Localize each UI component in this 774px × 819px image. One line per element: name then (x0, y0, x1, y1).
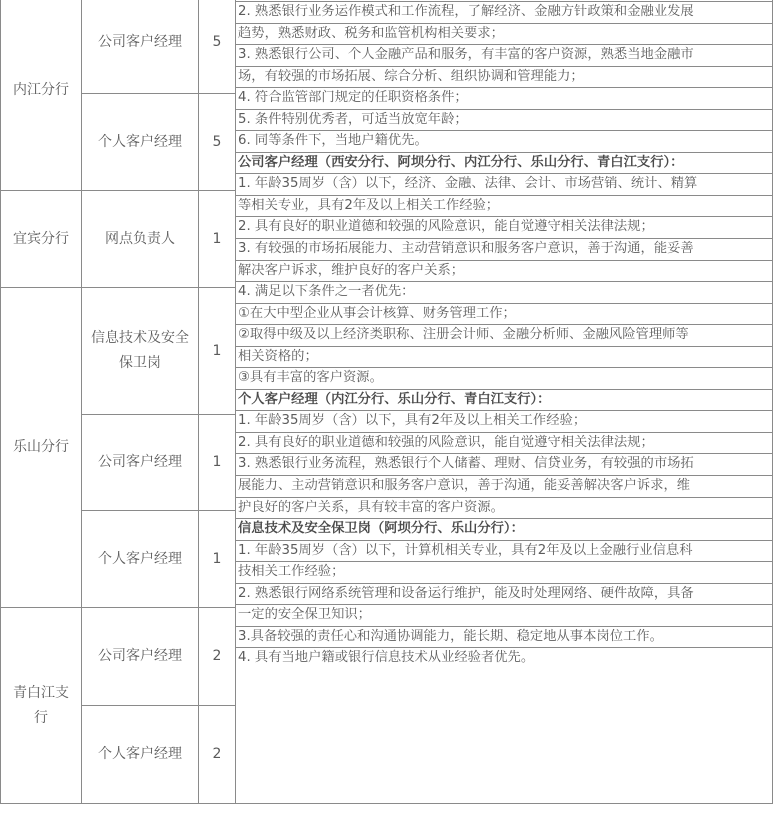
requirement-line: 护良好的客户关系，具有较丰富的客户资源。 (236, 498, 772, 520)
headcount-cell: 1 (199, 191, 236, 288)
requirement-line: ②取得中级及以上经济类职称、注册会计师、金融分析师、金融风险管理师等 (236, 325, 772, 347)
position-cell: 公司客户经理 (82, 0, 199, 94)
requirement-line: 等相关专业，具有2年及以上相关工作经验； (236, 196, 772, 218)
branch-cell-qingbaijiang: 青白江支行 (1, 608, 82, 804)
requirement-line: 技相关工作经验； (236, 562, 772, 584)
requirement-line: 2. 熟悉银行业务运作模式和工作流程，了解经济、金融方针政策和金融业发展 (236, 2, 772, 24)
requirement-line: 解决客户诉求，维护良好的客户关系； (236, 261, 772, 283)
requirement-heading: 公司客户经理（西安分行、阿坝分行、内江分行、乐山分行、青白江支行）： (236, 153, 772, 175)
requirement-line: 5. 条件特别优秀者，可适当放宽年龄； (236, 110, 772, 132)
position-cell: 个人客户经理 (82, 511, 199, 608)
requirement-line: 2. 熟悉银行网络系统管理和设备运行维护，能及时处理网络、硬件故障，具备 (236, 584, 772, 606)
position-cell: 个人客户经理 (82, 94, 199, 191)
requirement-line: 1. 年龄35周岁（含）以下，计算机相关专业，具有2年及以上金融行业信息科 (236, 541, 772, 563)
requirement-line: 4. 符合监管部门规定的任职资格条件； (236, 88, 772, 110)
requirement-line: ①在大中型企业从事会计核算、财务管理工作； (236, 304, 772, 326)
position-cell: 公司客户经理 (82, 415, 199, 511)
headcount-cell: 2 (199, 706, 236, 804)
requirement-line: 展能力、主动营销意识和服务客户意识，善于沟通，能妥善解决客户诉求，维 (236, 476, 772, 498)
requirement-line: 2. 具有良好的职业道德和较强的风险意识，能自觉遵守相关法律法规； (236, 217, 772, 239)
requirement-heading: 个人客户经理（内江分行、乐山分行、青白江支行）： (236, 390, 772, 412)
requirements-cell (236, 0, 773, 804)
position-cell: 公司客户经理 (82, 608, 199, 706)
headcount-cell: 1 (199, 511, 236, 608)
requirement-line: 2. 具有良好的职业道德和较强的风险意识，能自觉遵守相关法律法规； (236, 433, 772, 455)
requirement-line: 3.具备较强的责任心和沟通协调能力，能长期、稳定地从事本岗位工作。 (236, 627, 772, 649)
requirement-line: 趋势，熟悉财政、税务和监管机构相关要求； (236, 24, 772, 46)
branch-cell-neijiang: 内江分行 (1, 0, 82, 191)
position-cell: 网点负责人 (82, 191, 199, 288)
headcount-cell: 2 (199, 608, 236, 706)
requirement-line: 3. 熟悉银行业务流程，熟悉银行个人储蓄、理财、信贷业务，有较强的市场拓 (236, 454, 772, 476)
requirement-heading: 信息技术及安全保卫岗（阿坝分行、乐山分行）： (236, 519, 772, 541)
requirements-list (236, 0, 772, 669)
requirement-line: 3. 有较强的市场拓展能力、主动营销意识和服务客户意识，善于沟通，能妥善 (236, 239, 772, 261)
requirement-line: 1. 年龄35周岁（含）以下，经济、金融、法律、会计、市场营销、统计、精算 (236, 174, 772, 196)
requirement-line: 4. 具有当地户籍或银行信息技术从业经验者优先。 (238, 650, 535, 666)
position-cell: 个人客户经理 (82, 706, 199, 804)
position-cell: 信息技术及安全保卫岗 (82, 288, 199, 415)
headcount-cell: 1 (199, 415, 236, 511)
requirement-line: 1. 年龄35周岁（含）以下，具有2年及以上相关工作经验； (236, 411, 772, 433)
requirement-line: 相关资格的； (236, 347, 772, 369)
branch-cell-leshan: 乐山分行 (1, 288, 82, 608)
branch-cell-yibin: 宜宾分行 (1, 191, 82, 288)
headcount-cell: 1 (199, 288, 236, 415)
requirement-line: 4. 满足以下条件之一者优先： (236, 282, 772, 304)
requirement-line: 场，有较强的市场拓展、综合分析、组织协调和管理能力； (236, 67, 772, 89)
headcount-cell: 5 (199, 94, 236, 191)
requirement-line: 3. 熟悉银行公司、个人金融产品和服务，有丰富的客户资源，熟悉当地金融市 (236, 45, 772, 67)
requirement-line: ③具有丰富的客户资源。 (236, 368, 772, 390)
headcount-cell: 5 (199, 0, 236, 94)
requirement-line: 6. 同等条件下，当地户籍优先。 (236, 131, 772, 153)
requirement-line: 一定的安全保卫知识； (236, 605, 772, 627)
